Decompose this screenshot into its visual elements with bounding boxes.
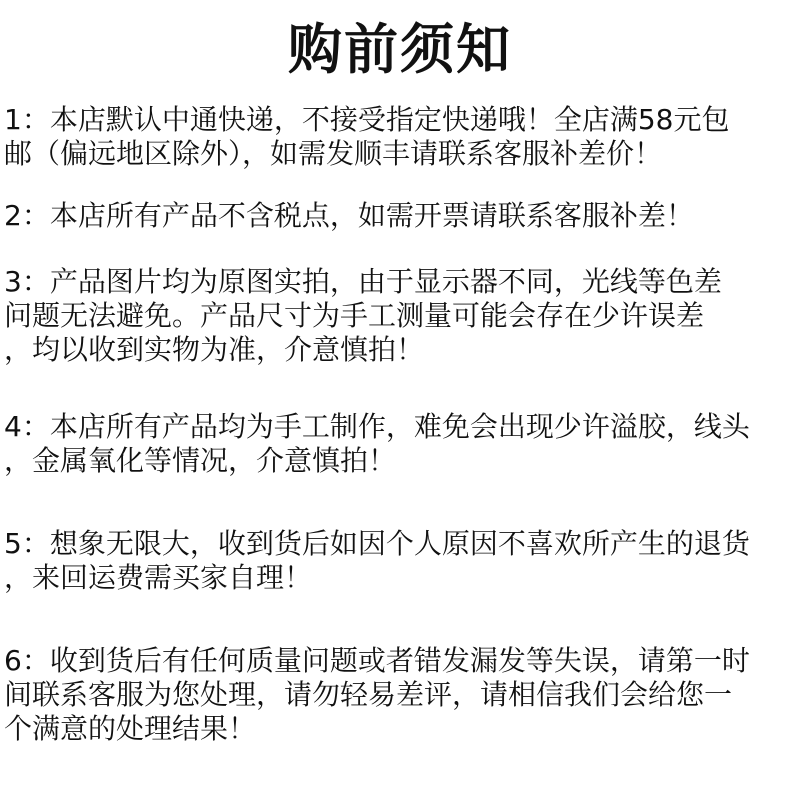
- notice-line: 3：产品图片均为原图实拍，由于显示器不同，光线等色差: [4, 265, 722, 298]
- notice-line: ，均以收到实物为准，介意慎拍！: [4, 333, 425, 366]
- notice-line: ，金属氧化等情况，介意慎拍！: [4, 444, 397, 477]
- notice-5-returns: [4, 527, 796, 595]
- notice-4-handmade: [4, 410, 796, 478]
- notice-line: 邮（偏远地区除外），如需发顺丰请联系客服补差价！: [4, 137, 663, 170]
- notice-line: 间联系客服为您处理，请勿轻易差评，请相信我们会给您一: [4, 678, 733, 711]
- notice-6-quality-issues: [4, 644, 796, 746]
- notice-3-photos-measurements: [4, 265, 796, 367]
- notice-line: 4：本店所有产品均为手工制作，难免会出现少许溢胶，线头: [4, 410, 750, 443]
- notice-line: 5：想象无限大，收到货后如因个人原因不喜欢所产生的退货: [4, 527, 750, 560]
- notice-line: 6：收到货后有任何质量问题或者错发漏发等失误，请第一时: [4, 644, 750, 677]
- notice-line: ，来回运费需买家自理！: [4, 561, 313, 594]
- notice-line: 个满意的处理结果！: [4, 712, 257, 745]
- page-title: 购前须知: [288, 18, 512, 81]
- notice-line: 1：本店默认中通快递，不接受指定快递哦！全店满58元包: [4, 103, 730, 136]
- notice-1-shipping: [4, 103, 796, 171]
- notice-2-invoice: [4, 199, 796, 233]
- notice-line: 问题无法避免。产品尺寸为手工测量可能会存在少许误差: [4, 299, 705, 332]
- notice-line: 2：本店所有产品不含税点，如需开票请联系客服补差！: [4, 199, 694, 232]
